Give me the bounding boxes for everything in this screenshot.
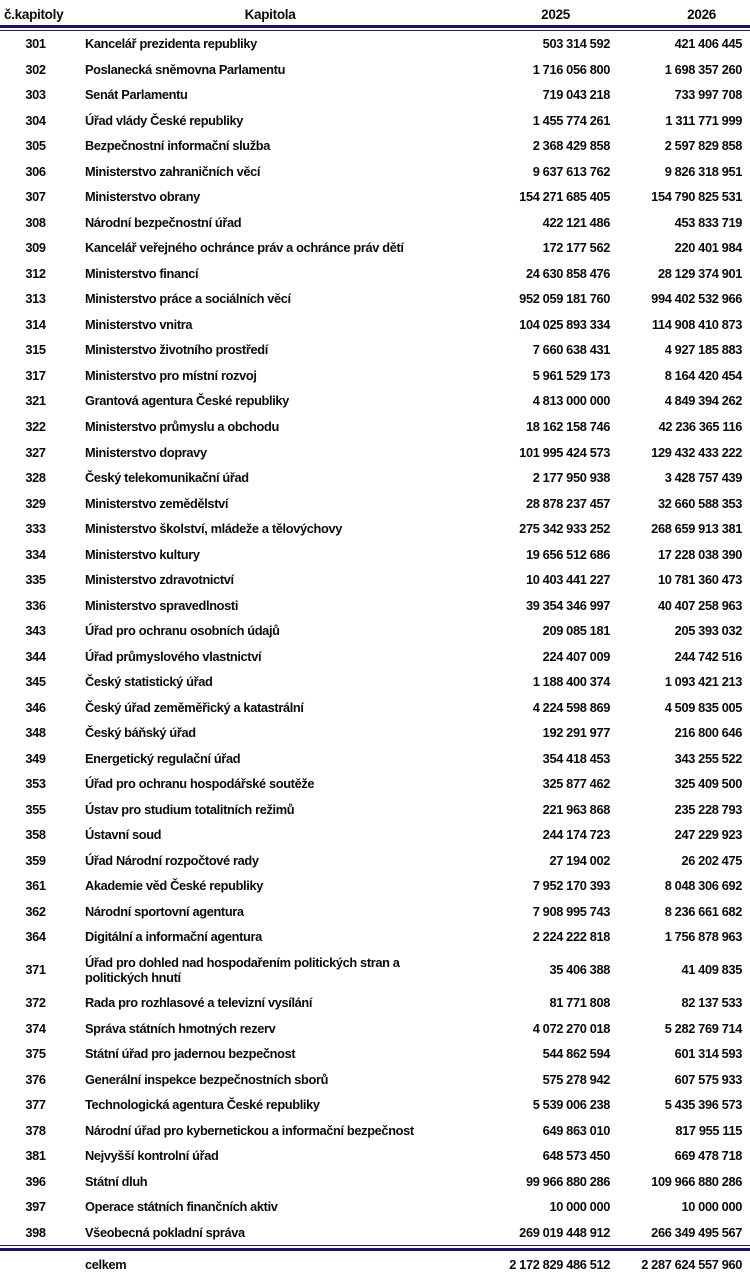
chapter-name: Technologická agentura České republiky — [85, 1097, 320, 1113]
chapter-name: Národní bezpečnostní úřad — [85, 214, 242, 230]
chapter-name: Správa státních hmotných rezerv — [85, 1020, 276, 1036]
amount-2025: 10 403 441 227 — [525, 572, 610, 588]
table-row — [0, 822, 750, 848]
amount-2025: 35 406 388 — [549, 962, 610, 978]
amount-2026: 4 849 394 262 — [664, 393, 742, 409]
chapter-number: 335 — [25, 572, 46, 588]
chapter-number: 313 — [25, 291, 46, 307]
amount-2025: 1 188 400 374 — [532, 674, 610, 690]
amount-2025: 154 271 685 405 — [519, 189, 610, 205]
amount-2026: 8 048 306 692 — [664, 878, 742, 894]
chapter-number: 317 — [25, 367, 46, 383]
chapter-name: Ministerstvo zahraničních věcí — [85, 163, 261, 179]
chapter-name: Kancelář veřejného ochránce práv a ochránce práv dětí — [85, 240, 404, 256]
chapter-name: Ministerstvo životního prostředí — [85, 342, 268, 358]
amount-2025: 4 224 598 869 — [532, 699, 610, 715]
chapter-number: 359 — [25, 852, 46, 868]
amount-2026: 266 349 495 567 — [651, 1224, 742, 1240]
amount-2026: 5 282 769 714 — [664, 1020, 742, 1036]
chapter-number: 329 — [25, 495, 46, 511]
amount-2025: 24 630 858 476 — [525, 265, 610, 281]
table-row — [0, 1092, 750, 1118]
table-row — [0, 337, 750, 363]
amount-2025: 39 354 346 997 — [525, 597, 610, 613]
amount-2025: 422 121 486 — [542, 214, 610, 230]
amount-2025: 27 194 002 — [549, 852, 610, 868]
amount-2025: 7 908 995 743 — [532, 903, 610, 919]
amount-2025: 2 177 950 938 — [532, 470, 610, 486]
chapter-name: Český telekomunikační úřad — [85, 470, 249, 486]
chapter-number: 398 — [25, 1224, 46, 1240]
chapter-name: Český úřad zeměměřický a katastrální — [85, 699, 304, 715]
amount-2025: 7 952 170 393 — [532, 878, 610, 894]
chapter-number: 315 — [25, 342, 46, 358]
table-row — [0, 414, 750, 440]
table-row — [0, 541, 750, 567]
table-row — [0, 567, 750, 593]
table-row — [0, 848, 750, 874]
amount-2025: 719 043 218 — [542, 87, 610, 103]
chapter-number: 309 — [25, 240, 46, 256]
chapter-number: 334 — [25, 546, 46, 562]
amount-2026: 5 435 396 573 — [664, 1097, 742, 1113]
chapter-name: Grantová agentura České republiky — [85, 393, 289, 409]
amount-2026: 154 790 825 531 — [651, 189, 742, 205]
chapter-number: 307 — [25, 189, 46, 205]
amount-2025: 503 314 592 — [542, 36, 610, 52]
table-row — [0, 312, 750, 338]
chapter-name: Ministerstvo zemědělství — [85, 495, 229, 511]
chapter-number: 348 — [25, 725, 46, 741]
amount-2025: 172 177 562 — [542, 240, 610, 256]
chapter-number: 396 — [25, 1173, 46, 1189]
amount-2025: 9 637 613 762 — [532, 163, 610, 179]
amount-2026: 3 428 757 439 — [664, 470, 742, 486]
table-row — [0, 950, 750, 991]
table-row — [0, 286, 750, 312]
table-row — [0, 57, 750, 83]
chapter-number: 304 — [25, 112, 46, 128]
table-row — [0, 184, 750, 210]
table-row — [0, 490, 750, 516]
chapter-name: Bezpečnostní informační služba — [85, 138, 271, 154]
chapter-name: Český báňský úřad — [85, 725, 196, 741]
chapter-name: Nejvyšší kontrolní úřad — [85, 1148, 219, 1164]
amount-2025: 209 085 181 — [542, 623, 610, 639]
amount-2026: 453 833 719 — [674, 214, 742, 230]
chapter-number: 372 — [25, 995, 46, 1011]
table-row — [0, 745, 750, 771]
chapter-name: Ministerstvo pro místní rozvoj — [85, 367, 257, 383]
amount-2026: 1 093 421 213 — [664, 674, 742, 690]
amount-2026: 817 955 115 — [675, 1122, 742, 1138]
table-row — [0, 771, 750, 797]
amount-2026: 17 228 038 390 — [657, 546, 742, 562]
amount-2026: 268 659 913 381 — [651, 521, 742, 537]
chapter-number: 336 — [25, 597, 46, 613]
chapter-name: Ministerstvo dopravy — [85, 444, 207, 460]
amount-2025: 4 072 270 018 — [532, 1020, 610, 1036]
chapter-number: 355 — [25, 801, 46, 817]
table-row — [0, 924, 750, 950]
chapter-number: 308 — [25, 214, 46, 230]
chapter-name: Úřad pro ochranu osobních údajů — [85, 623, 280, 639]
header-chapter-name: Kapitola — [244, 6, 296, 22]
amount-2026: 41 409 835 — [681, 962, 742, 978]
amount-2026: 1 698 357 260 — [664, 61, 742, 77]
chapter-number: 376 — [25, 1071, 46, 1087]
amount-2026: 205 393 032 — [674, 623, 742, 639]
amount-2025: 224 407 009 — [542, 648, 610, 664]
chapter-name: Úřad průmyslového vlastnictví — [85, 648, 262, 664]
table-row — [0, 465, 750, 491]
amount-2025: 10 000 000 — [549, 1199, 610, 1215]
chapter-name: Úřad vlády České republiky — [85, 112, 244, 128]
chapter-number: 349 — [25, 750, 46, 766]
total-amount-2026: 2 287 624 557 960 — [641, 1257, 742, 1272]
amount-2026: 10 000 000 — [681, 1199, 742, 1215]
chapter-number: 344 — [25, 648, 46, 664]
amount-2026: 669 478 718 — [674, 1148, 742, 1164]
table-row — [0, 210, 750, 236]
chapter-name: Úřad pro ochranu hospodářské soutěže — [85, 776, 315, 792]
chapter-number: 302 — [25, 61, 46, 77]
table-row — [0, 873, 750, 899]
amount-2025: 648 573 450 — [542, 1148, 610, 1164]
amount-2025: 104 025 893 334 — [519, 316, 610, 332]
amount-2026: 733 997 708 — [674, 87, 742, 103]
chapter-name: Ministerstvo obrany — [85, 189, 200, 205]
chapter-number: 375 — [25, 1046, 46, 1062]
amount-2025: 101 995 424 573 — [519, 444, 610, 460]
amount-2026: 4 927 185 883 — [664, 342, 742, 358]
amount-2025: 325 877 462 — [542, 776, 610, 792]
table-row — [0, 1118, 750, 1144]
table-row — [0, 82, 750, 108]
chapter-name: Ministerstvo školství, mládeže a tělovýchovy — [85, 521, 342, 537]
table-row — [0, 694, 750, 720]
chapter-name: Ministerstvo vnitra — [85, 316, 193, 332]
amount-2026: 601 314 593 — [674, 1046, 742, 1062]
chapter-name: Kancelář prezidenta republiky — [85, 36, 257, 52]
amount-2026: 421 406 445 — [674, 36, 742, 52]
chapter-number: 333 — [25, 521, 46, 537]
amount-2025: 192 291 977 — [542, 725, 610, 741]
amount-2026: 343 255 522 — [674, 750, 742, 766]
amount-2025: 19 656 512 686 — [525, 546, 610, 562]
table-row — [0, 1220, 750, 1246]
header-chapter-number: č.kapitoly — [4, 6, 64, 22]
amount-2025: 5 539 006 238 — [532, 1097, 610, 1113]
amount-2026: 216 800 646 — [674, 725, 742, 741]
amount-2026: 8 236 661 682 — [664, 903, 742, 919]
table-row — [0, 1169, 750, 1195]
amount-2025: 952 059 181 760 — [519, 291, 610, 307]
amount-2025: 18 162 158 746 — [525, 418, 610, 434]
amount-2025: 269 019 448 912 — [519, 1224, 610, 1240]
chapter-number: 312 — [25, 265, 46, 281]
amount-2026: 220 401 984 — [674, 240, 742, 256]
table-row — [0, 1067, 750, 1093]
chapter-number: 371 — [25, 962, 46, 978]
amount-2025: 649 863 010 — [542, 1122, 610, 1138]
chapter-number: 374 — [25, 1020, 46, 1036]
amount-2025: 4 813 000 000 — [532, 393, 610, 409]
chapter-name: Všeobecná pokladní správa — [85, 1224, 245, 1240]
header-year-2025: 2025 — [541, 6, 570, 22]
amount-2025: 1 455 774 261 — [532, 112, 610, 128]
table-row — [0, 235, 750, 261]
chapter-name: Akademie věd České republiky — [85, 878, 263, 894]
amount-2026: 9 826 318 951 — [664, 163, 742, 179]
chapter-name: Státní dluh — [85, 1173, 148, 1189]
amount-2025: 244 174 723 — [542, 827, 610, 843]
chapter-number: 328 — [25, 470, 46, 486]
amount-2025: 7 660 638 431 — [532, 342, 610, 358]
table-row — [0, 592, 750, 618]
chapter-name: Ministerstvo práce a sociálních věcí — [85, 291, 291, 307]
chapter-number: 353 — [25, 776, 46, 792]
table-header-row — [0, 0, 750, 25]
table-row — [0, 990, 750, 1016]
table-row — [0, 618, 750, 644]
amount-2025: 99 966 880 286 — [525, 1173, 610, 1189]
table-row — [0, 31, 750, 57]
amount-2026: 42 236 365 116 — [658, 418, 742, 434]
amount-2026: 114 908 410 873 — [651, 316, 742, 332]
amount-2025: 221 963 868 — [542, 801, 610, 817]
table-row — [0, 720, 750, 746]
amount-2025: 2 368 429 858 — [532, 138, 610, 154]
table-row — [0, 1041, 750, 1067]
chapter-name: Ministerstvo průmyslu a obchodu — [85, 418, 279, 434]
chapter-name: Národní sportovní agentura — [85, 903, 244, 919]
amount-2026: 28 129 374 901 — [657, 265, 742, 281]
amount-2026: 32 660 588 353 — [657, 495, 742, 511]
table-row — [0, 899, 750, 925]
chapter-number: 381 — [25, 1148, 46, 1164]
amount-2026: 40 407 258 963 — [657, 597, 742, 613]
amount-2025: 5 961 529 173 — [532, 367, 610, 383]
chapter-name: Ministerstvo spravedlnosti — [85, 597, 239, 613]
chapter-name: Rada pro rozhlasové a televizní vysílání — [85, 995, 313, 1011]
table-row — [0, 133, 750, 159]
chapter-number: 378 — [25, 1122, 46, 1138]
amount-2026: 4 509 835 005 — [664, 699, 742, 715]
chapter-number: 343 — [25, 623, 46, 639]
amount-2025: 81 771 808 — [549, 995, 610, 1011]
chapter-number: 301 — [25, 36, 46, 52]
chapter-name: Generální inspekce bezpečnostních sborů — [85, 1071, 329, 1087]
total-row — [0, 1251, 750, 1278]
amount-2026: 244 742 516 — [674, 648, 742, 664]
table-row — [0, 516, 750, 542]
amount-2026: 607 575 933 — [674, 1071, 742, 1087]
chapter-name: Digitální a informační agentura — [85, 929, 262, 945]
chapter-name: Senát Parlamentu — [85, 87, 188, 103]
table-row — [0, 1143, 750, 1169]
header-year-2026: 2026 — [687, 6, 716, 22]
amount-2025: 1 716 056 800 — [532, 61, 610, 77]
total-label: celkem — [85, 1257, 127, 1272]
table-row — [0, 388, 750, 414]
table-row — [0, 1016, 750, 1042]
amount-2025: 544 862 594 — [542, 1046, 610, 1062]
chapter-name: Národní úřad pro kybernetickou a informační bezpečnost — [85, 1122, 414, 1138]
table-row — [0, 439, 750, 465]
amount-2026: 1 756 878 963 — [664, 929, 742, 945]
chapter-number: 305 — [25, 138, 46, 154]
chapter-name: Úřad pro dohled nad hospodařením politických stran a politických hnutí — [85, 954, 400, 985]
amount-2026: 129 432 433 222 — [651, 444, 742, 460]
chapter-number: 397 — [25, 1199, 46, 1215]
table-row — [0, 1194, 750, 1220]
chapter-name: Ministerstvo kultury — [85, 546, 200, 562]
amount-2026: 2 597 829 858 — [664, 138, 742, 154]
table-row — [0, 669, 750, 695]
table-row — [0, 363, 750, 389]
chapter-name: Ústavní soud — [85, 827, 162, 843]
chapter-number: 346 — [25, 699, 46, 715]
table-row — [0, 643, 750, 669]
chapter-name: Ústav pro studium totalitních režimů — [85, 801, 295, 817]
chapter-number: 377 — [25, 1097, 46, 1113]
amount-2025: 2 224 222 818 — [532, 929, 610, 945]
amount-2026: 1 311 771 999 — [665, 112, 742, 128]
chapter-number: 303 — [25, 87, 46, 103]
table-body — [0, 31, 750, 1245]
amount-2026: 247 229 923 — [674, 827, 742, 843]
chapter-name: Státní úřad pro jadernou bezpečnost — [85, 1046, 296, 1062]
amount-2026: 82 137 533 — [681, 995, 742, 1011]
chapter-name: Český statistický úřad — [85, 674, 213, 690]
chapter-name: Poslanecká sněmovna Parlamentu — [85, 61, 286, 77]
amount-2025: 575 278 942 — [542, 1071, 610, 1087]
amount-2025: 354 418 453 — [542, 750, 610, 766]
amount-2026: 325 409 500 — [674, 776, 742, 792]
amount-2025: 275 342 933 252 — [519, 521, 610, 537]
chapter-name: Operace státních finančních aktiv — [85, 1199, 278, 1215]
chapter-number: 362 — [25, 903, 46, 919]
amount-2026: 109 966 880 286 — [651, 1173, 742, 1189]
chapter-name: Úřad Národní rozpočtové rady — [85, 852, 259, 868]
chapter-number: 314 — [25, 316, 46, 332]
chapter-name: Energetický regulační úřad — [85, 750, 241, 766]
total-amount-2025: 2 172 829 486 512 — [509, 1257, 610, 1272]
amount-2025: 28 878 237 457 — [525, 495, 610, 511]
chapter-number: 364 — [25, 929, 46, 945]
chapter-number: 321 — [25, 393, 46, 409]
chapter-number: 306 — [25, 163, 46, 179]
amount-2026: 235 228 793 — [674, 801, 742, 817]
chapter-name: Ministerstvo zdravotnictví — [85, 572, 234, 588]
chapter-number: 345 — [25, 674, 46, 690]
amount-2026: 26 202 475 — [681, 852, 742, 868]
amount-2026: 10 781 360 473 — [657, 572, 742, 588]
chapter-number: 322 — [25, 418, 46, 434]
chapter-number: 327 — [25, 444, 46, 460]
table-row — [0, 261, 750, 287]
table-row — [0, 796, 750, 822]
chapter-number: 358 — [25, 827, 46, 843]
chapter-number: 361 — [25, 878, 46, 894]
amount-2026: 8 164 420 454 — [664, 367, 742, 383]
table-row — [0, 108, 750, 134]
amount-2026: 994 402 532 966 — [651, 291, 742, 307]
chapter-name: Ministerstvo financí — [85, 265, 199, 281]
table-row — [0, 159, 750, 185]
